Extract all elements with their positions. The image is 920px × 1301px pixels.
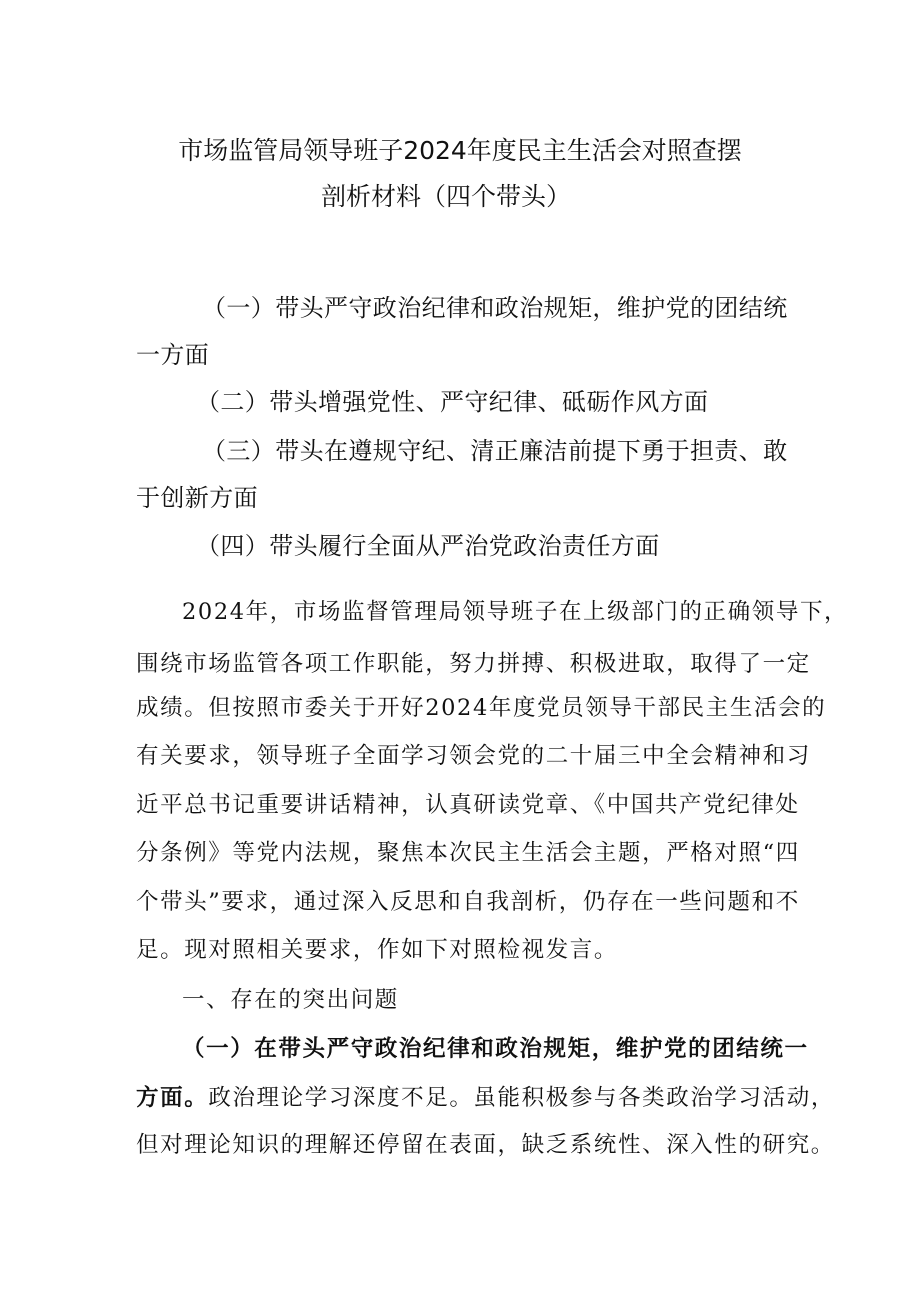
toc-item-1-line-2: 一方面 [136, 341, 210, 369]
toc-item-3-line-2: 于创新方面 [136, 484, 258, 512]
subsection-line-3: 但对理论知识的理解还停留在表面，缺乏系统性、深入性的研究。 [136, 1132, 835, 1158]
intro-line: 有关要求，领导班子全面学习领会党的二十届三中全会精神和习 [136, 743, 811, 769]
toc-item-2-text: （二）带头增强党性、严守纪律、砥砺作风方面 [196, 388, 709, 416]
intro-line: 2024年，市场监督管理局领导班子在上级部门的正确领导下， [182, 599, 849, 625]
intro-line: 近平总书记重要讲话精神，认真研读党章、《中国共产党纪律处 [136, 792, 800, 818]
toc-item-1-line-1: （一）带头严守政治纪律和政治规矩，维护党的团结统 [202, 294, 788, 322]
toc-item-2 [196, 387, 856, 417]
toc-item-3-line-1: （三）带头在遵规守纪、清正廉洁前提下勇于担责、敢 [202, 437, 788, 465]
document-title-line-1: 市场监管局领导班子2024年度民主生活会对照查摆 [178, 136, 742, 165]
document-title-line-2: 剖析材料（四个带头） [320, 182, 571, 211]
subsection-heading: （一）在带头严守政治纪律和政治规矩，维护党的团结统一 [182, 1036, 809, 1062]
section-heading: 一、存在的突出问题 [182, 987, 399, 1013]
subsection-line-2 [136, 1083, 835, 1113]
intro-line: 分条例》等党内法规，聚焦本次民主生活会主题，严格对照“四 [136, 840, 800, 866]
toc-item-4-text: （四）带头履行全面从严治党政治责任方面 [196, 532, 660, 560]
subsection-heading-tail: 方面。 [136, 1085, 209, 1111]
intro-line: 足。现对照相关要求，作如下对照检视发言。 [136, 937, 619, 963]
intro-line: 个带头”要求，通过深入反思和自我剖析，仍存在一些问题和不 [136, 889, 800, 915]
intro-line: 围绕市场监管各项工作职能，努力拼搏、积极进取，取得了一定 [136, 651, 811, 677]
subsection-text: 政治理论学习深度不足。虽能积极参与各类政治学习活动， [208, 1085, 835, 1111]
intro-line: 成绩。但按照市委关于开好2024年度党员领导干部民主生活会的 [136, 695, 827, 721]
toc-item-3 [136, 436, 796, 513]
toc-item-4 [196, 531, 856, 561]
toc-item-1 [136, 293, 796, 370]
